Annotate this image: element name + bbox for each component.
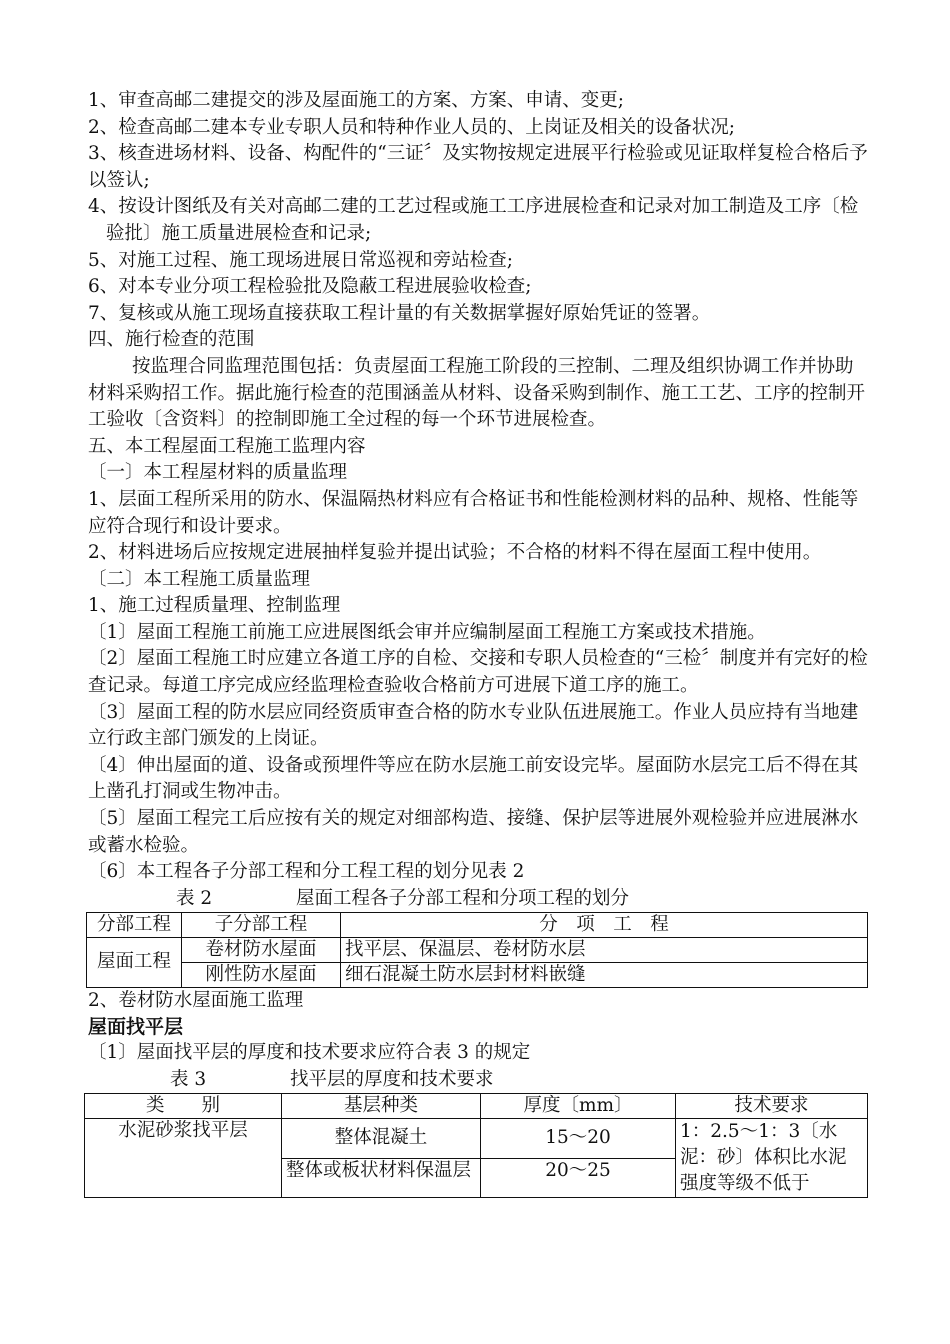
table-cell: 整体混凝土: [282, 1119, 481, 1159]
table-header-cell: 分部工程: [87, 912, 182, 937]
table-cell: 15～20: [481, 1119, 676, 1159]
table-2-title: 屋面工程各子分部工程和分项工程的划分: [296, 887, 630, 909]
table-cell: 20～25: [481, 1158, 676, 1198]
table-3: [84, 1093, 868, 1198]
duty-item-6: 6、对本专业分项工程检验批及隐蔽工程进展验收检查;: [88, 276, 532, 298]
table-2-caption: [88, 886, 868, 912]
inspection-duties-list: [88, 88, 868, 327]
bold-subheading: 屋面找平层: [88, 1016, 184, 1039]
document-page: [88, 88, 868, 1198]
table-header-row: [87, 912, 868, 937]
duty-item-5: 5、对施工过程、施工现场进展日常巡视和旁站检查;: [88, 249, 514, 271]
table-3-number: 表 3: [170, 1069, 207, 1090]
section-4-heading: 四、施行检查的范围: [88, 329, 255, 351]
table-row: [85, 1119, 868, 1159]
table-3-caption: [88, 1067, 868, 1093]
table-cell: 细石混凝土防水层封材料嵌缝: [341, 962, 868, 987]
table-2-number: 表 2: [176, 887, 213, 909]
table-3-intro: 〔1〕屋面找平层的厚度和技术要求应符合表 3 的规定: [88, 1042, 531, 1064]
section-4-paragraph: 按监理合同监理范围包括：负责屋面工程施工阶段的三控制、二理及组织协调工作并协助材料采购招工作。据此施行检查的范围涵盖从材料、设备采购到制作、施工工艺、工序的控制开工验收〔含资料〕的控制即施工全过程的每一个环节进展检查。: [88, 355, 866, 431]
duty-item-3: 3、核查进场材料、设备、构配件的“三证〞及实物按规定进展平行检验或见证取样复检合格后予以签认;: [88, 143, 868, 191]
table-row: [87, 962, 868, 987]
table-cell-requirement: 1：2.5～1：3〔水泥：砂〕体积比水泥强度等级不低于: [676, 1119, 868, 1198]
table-header-cell: 厚度〔mm〕: [481, 1094, 676, 1119]
process-item-4: 〔4〕伸出屋面的道、设备或预埋件等应在防水层施工前安设完毕。屋面防水层完工后不得在其上凿孔打洞或生物冲击。: [88, 754, 859, 803]
table-cell-category: 水泥砂浆找平层: [85, 1119, 282, 1198]
table-header-row: [85, 1094, 868, 1119]
table-3-title: 找平层的厚度和技术要求: [290, 1069, 494, 1090]
section-5-heading: 五、本工程屋面工程施工监理内容: [88, 435, 366, 457]
process-item-1: 〔1〕屋面工程施工前施工应进展图纸会审并应编制屋面工程施工方案或技术措施。: [88, 621, 766, 643]
duty-item-1: 1、审查高邮二建提交的涉及屋面施工的方案、方案、申请、变更;: [88, 90, 625, 111]
table-header-cell: 技术要求: [676, 1094, 868, 1119]
table-row: [87, 937, 868, 962]
table-header-cell: 子分部工程: [182, 912, 341, 937]
table-2: [86, 912, 868, 988]
table-cell-group: 屋面工程: [87, 937, 182, 987]
subsection-2-heading: 〔二〕本工程施工质量监理: [88, 568, 311, 590]
table-cell: 卷材防水屋面: [182, 937, 341, 962]
table-cell: 找平层、保温层、卷材防水层: [341, 937, 868, 962]
material-item-2: 2、材料进场后应按规定进展抽样复验并提出试验；不合格的材料不得在屋面工程中使用。: [88, 542, 822, 564]
process-item-5: 〔5〕屋面工程完工后应按有关的规定对细部构造、接缝、保护层等进展外观检验并应进展淋水或蓄水检验。: [88, 808, 859, 856]
process-item-3: 〔3〕屋面工程的防水层应同经资质审查合格的防水专业队伍进展施工。作业人员应持有当地建立行政主部门颁发的上岗证。: [88, 701, 859, 750]
table-cell: 整体或板状材料保温层: [282, 1158, 481, 1198]
process-item-6: 〔6〕本工程各子分部工程和分工程工程的划分见表 2: [88, 861, 525, 883]
duty-item-2: 2、检查高邮二建本专业专职人员和特种作业人员的、上岗证及相关的设备状况;: [88, 116, 736, 138]
table-header-cell: 类 别: [85, 1094, 282, 1119]
subsection-1-heading: 〔一〕本工程屋材料的质量监理: [88, 462, 348, 484]
process-control-heading: 1、施工过程质量理、控制监理: [88, 595, 341, 617]
duty-item-4: 4、按设计图纸及有关对高邮二建的工艺过程或施工工序进展检查和记录对加工制造及工序〔检验批〕施工质量进展检查和记录;: [88, 196, 859, 244]
duty-item-7: 7、复核或从施工现场直接获取工程计量的有关数据掌握好原始凭证的签署。: [88, 302, 711, 324]
item-2-heading: 2、卷材防水屋面施工监理: [88, 989, 304, 1011]
material-item-1: 1、层面工程所采用的防水、保温隔热材料应有合格证书和性能检测材料的品种、规格、性能等应符合现行和设计要求。: [88, 488, 859, 537]
process-item-2: 〔2〕屋面工程施工时应建立各道工序的自检、交接和专职人员检查的“三检〞制度并有完好的检查记录。每道工序完成应经监理检查验收合格前方可进展下道工序的施工。: [88, 648, 868, 697]
table-header-cell: 分 项 工 程: [341, 912, 868, 937]
table-header-cell: 基层种类: [282, 1094, 481, 1119]
table-cell: 刚性防水屋面: [182, 962, 341, 987]
